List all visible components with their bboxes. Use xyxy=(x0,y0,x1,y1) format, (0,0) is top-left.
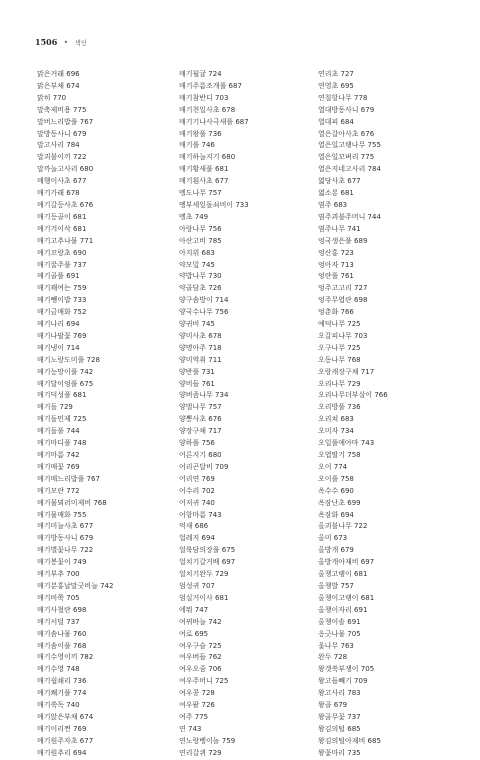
index-entry: 연리갈퀴 729 xyxy=(179,748,222,757)
index-entry: 올챙이자리 691 xyxy=(318,605,368,614)
index-entry: 열대방동사니 679 xyxy=(318,105,375,114)
index-entry: 왕골무꽃 737 xyxy=(318,712,361,721)
index-entry: 매기미늘사초 677 xyxy=(37,522,94,531)
index-entry: 연영초 695 xyxy=(318,81,354,90)
index-entry: 얼치기갈거배 697 xyxy=(179,558,236,567)
index-entry: 말고사리 784 xyxy=(37,141,80,150)
index-entry: 올방개아재비 697 xyxy=(318,558,375,567)
index-entry: 엄성귀 707 xyxy=(179,581,215,590)
index-entry: 매기가래 678 xyxy=(37,189,80,198)
index-entry: 매기하늘지기 680 xyxy=(179,153,236,162)
index-entry: 오구나무 725 xyxy=(318,343,361,352)
index-entry: 엉춘화 766 xyxy=(318,308,354,317)
index-column-1 xyxy=(37,69,177,760)
index-entry: 양국수나무 756 xyxy=(179,308,229,317)
index-entry: 올챙이고랭이 681 xyxy=(318,593,375,602)
index-entry: 아지위 683 xyxy=(179,248,215,257)
index-entry: 오리나무 729 xyxy=(318,379,361,388)
index-column-3 xyxy=(318,69,458,760)
index-entry: 오일풀애아마 743 xyxy=(318,439,375,448)
index-entry: 매기쑥독 740 xyxy=(37,701,80,710)
index-entry: 왕김의털 685 xyxy=(318,724,361,733)
index-entry: 엉산홍 723 xyxy=(318,248,354,257)
page-number: 1506 xyxy=(35,37,58,47)
index-entry: 매기꼬랑초 690 xyxy=(37,248,87,257)
index-entry: 매기사철란 698 xyxy=(37,605,87,614)
index-entry: 매기모란 772 xyxy=(37,486,80,495)
index-entry: 멩도나무 757 xyxy=(179,189,222,198)
index-entry: 왕꽃마리 735 xyxy=(318,748,361,757)
index-entry: 옻나무 763 xyxy=(318,641,354,650)
index-entry: 매기갈등사초 676 xyxy=(37,200,94,209)
index-entry: 매기마디풀 748 xyxy=(37,439,87,448)
index-entry: 열대피 684 xyxy=(318,117,354,126)
index-entry: 염주나무 741 xyxy=(318,224,361,233)
index-entry: 완두 728 xyxy=(318,653,348,662)
index-entry: 옥수수 690 xyxy=(318,486,354,495)
index-entry: 매기별꽃나무 722 xyxy=(37,546,94,555)
index-entry: 염주 683 xyxy=(318,200,348,209)
index-entry: 매기봉꽃이 749 xyxy=(37,558,87,567)
index-entry: 얼레지 694 xyxy=(179,534,215,543)
index-entry: 매기나팔꽃 769 xyxy=(37,331,87,340)
index-entry: 매기주름조개풀 687 xyxy=(179,81,242,90)
index-entry: 오리나무더부살이 766 xyxy=(318,391,388,400)
index-entry: 매기수영이끼 782 xyxy=(37,653,94,662)
index-entry: 억새 686 xyxy=(179,522,209,531)
index-entry: 오리쳐 683 xyxy=(318,415,354,424)
index-entry: 열은지네고사리 784 xyxy=(318,165,381,174)
index-entry: 매기물뫼러미제비 768 xyxy=(37,498,107,507)
index-entry: 연 743 xyxy=(179,724,202,733)
index-entry: 올챙이솔 691 xyxy=(318,617,361,626)
index-entry: 맑히 770 xyxy=(37,93,67,102)
index-column-2 xyxy=(179,69,319,760)
index-entry: 매기앉은부채 674 xyxy=(37,712,94,721)
index-entry: 양반풀 731 xyxy=(179,367,215,376)
index-entry: 매기돌민제 725 xyxy=(37,415,87,424)
index-entry: 양벌나무 757 xyxy=(179,403,222,412)
index-entry: 매기금매화 752 xyxy=(37,308,87,317)
index-entry: 여우주머니 725 xyxy=(179,677,229,686)
index-entry: 멩부세잎돌쇠비이 733 xyxy=(179,200,249,209)
index-entry: 매기분홍날말굿비늘 742 xyxy=(37,581,114,590)
index-entry: 아산고비 785 xyxy=(179,236,222,245)
index-entry: 매기뺑이밥 733 xyxy=(37,296,87,305)
index-entry: 매기쐐기풀 774 xyxy=(37,689,87,698)
index-entry: 어리연 769 xyxy=(179,474,215,483)
page-header xyxy=(35,37,87,47)
index-entry: 열은갈아사초 676 xyxy=(318,129,375,138)
index-entry: 매기꽤여는 759 xyxy=(37,284,87,293)
index-entry: 양하풀 756 xyxy=(179,439,215,448)
index-entry: 여로 695 xyxy=(179,629,209,638)
index-entry: 양버즘나무 734 xyxy=(179,391,229,400)
index-entry: 어저귀 740 xyxy=(179,498,215,507)
index-entry: 옹긋나물 705 xyxy=(318,629,361,638)
index-entry: 오이풀 758 xyxy=(318,474,354,483)
index-entry: 매기메느리밥풀 767 xyxy=(37,474,100,483)
index-entry: 옥잠화 694 xyxy=(318,510,354,519)
index-entry: 연노랑벵이놀 759 xyxy=(179,736,236,745)
index-entry: 말방동사니 679 xyxy=(37,129,87,138)
index-entry: 약모밀 745 xyxy=(179,260,215,269)
index-entry: 매기왕풀 736 xyxy=(179,129,222,138)
index-entry: 오랑캐장구채 717 xyxy=(318,367,375,376)
index-entry: 오리방풀 736 xyxy=(318,403,361,412)
index-entry: 여우오줌 706 xyxy=(179,665,222,674)
index-entry: 옥잠난초 699 xyxy=(318,498,361,507)
index-entry: 어수리 702 xyxy=(179,486,215,495)
index-entry: 매기쉽쇄리 736 xyxy=(37,677,87,686)
index-entry: 말축제비용 775 xyxy=(37,105,87,114)
index-entry: 매기기나사극새풀 687 xyxy=(179,117,249,126)
index-entry: 매기등골이 681 xyxy=(37,212,87,221)
index-entry: 엷당사초 677 xyxy=(318,177,361,186)
index-entry: 매기방동사니 679 xyxy=(37,534,94,543)
index-entry: 엄실거이사 681 xyxy=(179,593,229,602)
index-entry: 오이 774 xyxy=(318,462,348,471)
index-entry: 매기매꽃 769 xyxy=(37,462,80,471)
index-entry: 매기냉이 714 xyxy=(37,343,80,352)
index-entry: 엉주무엽란 698 xyxy=(318,296,368,305)
index-entry: 매기물매화 755 xyxy=(37,510,87,519)
index-entry: 왕김의털아재비 685 xyxy=(318,736,381,745)
index-entry: 양구솜방이 714 xyxy=(179,296,229,305)
index-entry: 여뀌바늘 742 xyxy=(179,617,222,626)
index-entry: 매기능망이풀 742 xyxy=(37,367,94,376)
index-entry: 염주괴불주머니 744 xyxy=(318,212,381,221)
index-entry: 약골담초 726 xyxy=(179,284,222,293)
index-entry: 왕고들빼기 709 xyxy=(318,677,368,686)
index-entry: 매기원추리 694 xyxy=(37,748,87,757)
index-entry: 양비들 761 xyxy=(179,379,215,388)
index-entry: 여우구슬 725 xyxy=(179,641,222,650)
index-entry: 매기달이엉풀 675 xyxy=(37,379,94,388)
index-entry: 약밥나무 730 xyxy=(179,272,222,281)
index-entry: 매기천일사초 678 xyxy=(179,105,236,114)
index-entry: 매기골풀 691 xyxy=(37,272,80,281)
index-entry: 매기황새풀 681 xyxy=(179,165,229,174)
index-entry: 왕갯쑥부쟁이 705 xyxy=(318,665,375,674)
index-entry: 오엽딸기 758 xyxy=(318,451,361,459)
index-entry: 매기원주자초 677 xyxy=(37,736,94,745)
index-entry: 열은일고랭나무 755 xyxy=(318,141,381,150)
index-entry: 얼룩담의장풀 675 xyxy=(179,546,236,555)
index-entry: 매기비쭉 705 xyxy=(37,593,80,602)
index-entry: 매기수영 748 xyxy=(37,665,80,674)
index-entry: 말괴불이끼 722 xyxy=(37,153,87,162)
index-entry: 매기덕성풀 681 xyxy=(37,391,87,400)
index-entry: 양미사초 678 xyxy=(179,331,222,340)
index-entry: 멩초 749 xyxy=(179,212,209,221)
index-entry: 연리초 727 xyxy=(318,70,354,78)
index-entry: 엷소롱 681 xyxy=(318,189,354,198)
index-entry: 매기고추나물 771 xyxy=(37,236,94,245)
index-entry: 여우콩 728 xyxy=(179,689,215,698)
index-entry: 매기서덜 737 xyxy=(37,617,80,626)
index-entry: 올방개 679 xyxy=(318,546,354,555)
index-entry: 매기솜이풀 768 xyxy=(37,641,87,650)
index-entry: 양뽕사초 676 xyxy=(179,415,222,424)
index-entry: 말버느리밥풀 767 xyxy=(37,117,94,126)
index-entry: 오갈피나무 703 xyxy=(318,331,368,340)
index-entry: 양장구채 717 xyxy=(179,427,222,436)
index-entry: 왕골 679 xyxy=(318,701,348,710)
index-entry: 매기돌 729 xyxy=(37,403,73,412)
index-entry: 올미 673 xyxy=(318,534,348,543)
index-entry: 매기솜나물 760 xyxy=(37,629,87,638)
index-entry: 매기나리 694 xyxy=(37,320,80,329)
index-entry: 엉란풀 761 xyxy=(318,272,354,281)
index-entry: 올챙고랭이 681 xyxy=(318,570,368,579)
index-entry: 어리곤달비 709 xyxy=(179,462,229,471)
index-entry: 열은일꼬벼리 775 xyxy=(318,153,375,162)
index-entry: 아랑나무 756 xyxy=(179,224,222,233)
index-entry: 어항마름 743 xyxy=(179,510,222,519)
index-entry: 매기이리쩐 769 xyxy=(37,724,87,733)
index-entry: 왕고사리 783 xyxy=(318,689,361,698)
index-entry: 양명아주 718 xyxy=(179,343,222,352)
index-entry: 오동나무 768 xyxy=(318,355,361,364)
index-entry: 얼치기완두 729 xyxy=(179,570,229,579)
index-entry: 어른지기 680 xyxy=(179,451,222,459)
index-entry: 여주 775 xyxy=(179,712,209,721)
index-entry: 연칠항나무 778 xyxy=(318,93,368,102)
index-entry: 매기참반디 703 xyxy=(179,93,229,102)
index-entry: 매기노랑도미풀 728 xyxy=(37,355,100,364)
index-entry: 매기마름 742 xyxy=(37,451,80,459)
index-entry: 양귀비 745 xyxy=(179,320,215,329)
index-entry: 매기풀 746 xyxy=(179,141,215,150)
index-entry: 말까늘고사리 680 xyxy=(37,165,94,174)
index-entry: 매기월귤 724 xyxy=(179,70,222,78)
index-entry: 양미역취 711 xyxy=(179,355,222,364)
index-entry: 올괴불나무 722 xyxy=(318,522,368,531)
index-entry: 예덕나무 725 xyxy=(318,320,361,329)
index-entry: 매기흰사초 677 xyxy=(179,177,229,186)
index-entry: 올챙발 757 xyxy=(318,581,354,590)
index-entry: 맑은거래 696 xyxy=(37,70,80,78)
index-entry: 오미자 734 xyxy=(318,427,354,436)
index-entry: 매기겨이삭 681 xyxy=(37,224,87,233)
section-title: 색인 xyxy=(74,39,88,47)
header-separator: • xyxy=(63,38,69,47)
index-entry: 여우버들 762 xyxy=(179,653,222,662)
index-entry: 매기부추 700 xyxy=(37,570,80,579)
index-entry: 매행이사초 677 xyxy=(37,177,87,186)
index-entry: 엉주고고리 727 xyxy=(318,284,368,293)
index-entry: 맑은부채 674 xyxy=(37,81,80,90)
index-entry: 매기돌풀 744 xyxy=(37,427,80,436)
index-entry: 여우팥 726 xyxy=(179,701,215,710)
index-entry: 매기꿀주풀 737 xyxy=(37,260,87,269)
index-entry: 엉아자 713 xyxy=(318,260,354,269)
index-entry: 엉국생은풀 689 xyxy=(318,236,368,245)
index-entry: 에뭐 747 xyxy=(179,605,209,614)
